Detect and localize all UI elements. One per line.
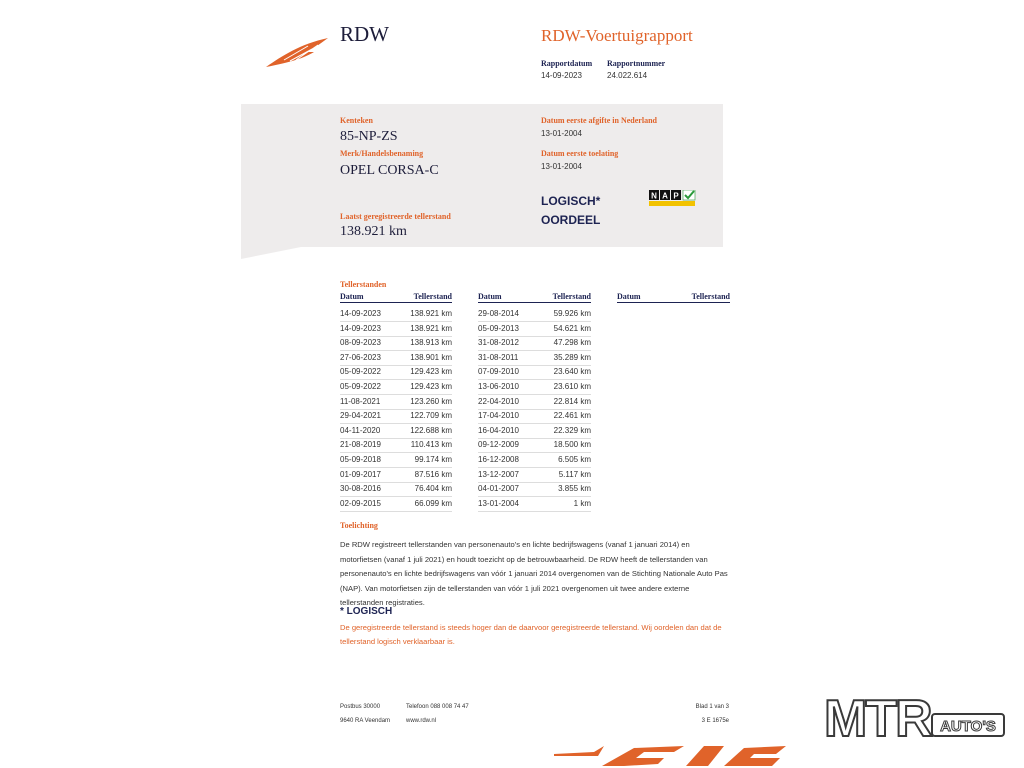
readings-header-1 xyxy=(340,292,452,303)
reading-value: 122.709 km xyxy=(410,411,452,421)
nap-letter-n: N xyxy=(651,191,657,201)
col-date-header: Datum xyxy=(340,292,364,301)
reading-value: 76.404 km xyxy=(414,484,452,494)
row-divider xyxy=(340,452,452,453)
reading-value: 47.298 km xyxy=(553,338,591,348)
decorative-stripes xyxy=(554,744,786,768)
reading-value: 22.461 km xyxy=(553,411,591,421)
reading-value: 138.921 km xyxy=(410,323,452,333)
panel-tail xyxy=(241,247,301,259)
row-divider xyxy=(478,511,591,512)
odometer-value: 138.921 km xyxy=(340,224,407,239)
watermark-text: MTR xyxy=(824,690,931,748)
verdict-line-1: LOGISCH* xyxy=(541,194,601,208)
verdict xyxy=(541,192,600,230)
row-divider xyxy=(340,350,452,351)
report-title: RDW-Voertuigrapport xyxy=(541,26,693,45)
logisch-heading: * LOGISCH xyxy=(340,606,393,617)
row-divider xyxy=(340,438,452,439)
row-divider xyxy=(340,482,452,483)
reading-value: 66.099 km xyxy=(414,498,452,508)
first-nl-label: Datum eerste afgifte in Nederland xyxy=(541,116,657,125)
reading-date: 29-08-2014 xyxy=(478,309,519,318)
row-divider xyxy=(478,452,591,453)
nap-letter-p: P xyxy=(673,191,679,201)
odometer-label: Laatst geregistreerde tellerstand xyxy=(340,212,451,221)
footer-postbus: Postbus 30000 xyxy=(340,704,381,710)
reading-date: 02-09-2015 xyxy=(340,498,381,508)
explanation-title: Toelichting xyxy=(340,521,378,530)
first-nl-value: 13-01-2004 xyxy=(541,129,582,138)
reading-value: 54.621 km xyxy=(553,323,591,333)
reading-value: 6.505 km xyxy=(558,455,591,464)
reading-value: 110.413 km xyxy=(410,440,452,450)
report-number-label: Rapportnummer xyxy=(607,59,666,68)
reading-value: 3.855 km xyxy=(558,484,591,494)
reading-date: 16-04-2010 xyxy=(478,425,519,435)
col-date-header: Datum xyxy=(478,292,502,301)
reading-date: 14-09-2023 xyxy=(340,309,381,318)
reading-date: 31-08-2011 xyxy=(478,352,519,362)
reading-date: 29-04-2021 xyxy=(340,411,381,421)
row-divider xyxy=(340,394,452,395)
reading-value: 138.921 km xyxy=(410,309,452,318)
plate-value: 85-NP-ZS xyxy=(340,129,398,144)
readings-title: Tellerstanden xyxy=(340,280,387,289)
watermark-sub: AUTO'S xyxy=(940,718,996,735)
make-value: OPEL CORSA-C xyxy=(340,163,439,178)
reading-value: 23.610 km xyxy=(553,382,591,391)
make-label: Merk/Handelsbenaming xyxy=(340,149,424,158)
col-reading-header: Tellerstand xyxy=(691,292,730,301)
reading-date: 21-08-2019 xyxy=(340,440,381,450)
row-divider xyxy=(340,467,452,468)
reading-value: 23.640 km xyxy=(553,367,591,377)
reading-date: 04-01-2007 xyxy=(478,484,519,494)
first-admission-label: Datum eerste toelating xyxy=(541,149,619,158)
reading-date: 09-12-2009 xyxy=(478,440,519,450)
row-divider xyxy=(478,379,591,380)
footer-city: 9640 RA Veendam xyxy=(340,718,391,724)
reading-value: 22.814 km xyxy=(553,396,591,406)
report-date: 14-09-2023 xyxy=(541,71,582,80)
footer-web: www.rdw.nl xyxy=(406,718,437,724)
logisch-text: De geregistreerde tellerstand is steeds hoger dan de daarvoor geregistreerde tellerstand. Wij oordelen dan dat de tellerstand logisch verklaarbaar is. xyxy=(340,623,722,646)
reading-value: 138.901 km xyxy=(410,352,452,362)
row-divider xyxy=(340,321,452,322)
row-divider xyxy=(478,438,591,439)
reading-value: 129.423 km xyxy=(410,382,452,391)
reading-date: 05-09-2022 xyxy=(340,367,381,377)
reading-date: 13-01-2004 xyxy=(478,498,519,508)
plate-label: Kenteken xyxy=(340,116,373,125)
reading-value: 5.117 km xyxy=(558,469,591,479)
footer-phone: Telefoon 088 008 74 47 xyxy=(406,704,469,710)
reading-value: 22.329 km xyxy=(553,425,591,435)
reading-date: 08-09-2023 xyxy=(340,338,381,348)
reading-value: 1 km xyxy=(573,498,591,508)
row-divider xyxy=(478,350,591,351)
reading-date: 04-11-2020 xyxy=(340,425,381,435)
explanation-text: De RDW registreert tellerstanden van personenauto's en lichte bedrijfswagens (vanaf 1 januari 2014) en motorfietsen (vanaf 1 juli 2021) en houdt toezicht op de betrouwbaarheid. De RDW heeft de tellerstanden van personenauto's en lichte bedrijfswagens van vóór 1 januari 2014 overgenomen van de Stichting Nationale Auto Pas (NAP). Van motorfietsen zijn de tellerstanden van vóór 1 juli 2021 overgenomen uit twee andere externe tellerstanden registraties. xyxy=(340,540,728,607)
reading-date: 17-04-2010 xyxy=(478,411,519,421)
reading-date: 16-12-2008 xyxy=(478,455,519,464)
row-divider xyxy=(478,482,591,483)
row-divider xyxy=(478,496,591,497)
vehicle-info-panel xyxy=(241,104,723,247)
row-divider xyxy=(478,409,591,410)
row-divider xyxy=(340,379,452,380)
reading-date: 11-08-2021 xyxy=(340,396,381,406)
row-divider xyxy=(340,365,452,366)
reading-date: 05-09-2013 xyxy=(478,323,519,333)
reading-date: 27-06-2023 xyxy=(340,352,381,362)
reading-value: 129.423 km xyxy=(410,367,452,377)
row-divider xyxy=(478,423,591,424)
reading-date: 07-09-2010 xyxy=(478,367,519,377)
row-divider xyxy=(478,365,591,366)
reading-date: 31-08-2012 xyxy=(478,338,519,348)
reading-value: 99.174 km xyxy=(414,455,452,464)
footer-page: Blad 1 van 3 xyxy=(695,704,729,710)
row-divider xyxy=(340,409,452,410)
readings-header-3 xyxy=(617,292,730,303)
row-divider xyxy=(478,394,591,395)
reading-value: 59.926 km xyxy=(553,309,591,318)
mtr-watermark-logo xyxy=(820,684,1006,752)
reading-value: 122.688 km xyxy=(410,425,452,435)
nap-logo xyxy=(649,190,697,208)
reading-value: 123.260 km xyxy=(410,396,452,406)
col-reading-header: Tellerstand xyxy=(552,292,591,301)
row-divider xyxy=(478,321,591,322)
row-divider xyxy=(340,511,452,512)
row-divider xyxy=(340,423,452,424)
reading-date: 13-06-2010 xyxy=(478,382,519,391)
row-divider xyxy=(340,496,452,497)
reading-date: 14-09-2023 xyxy=(340,323,381,333)
reading-value: 18.500 km xyxy=(553,440,591,450)
reading-date: 30-08-2016 xyxy=(340,484,381,494)
reading-date: 13-12-2007 xyxy=(478,469,519,479)
col-reading-header: Tellerstand xyxy=(413,292,452,301)
col-date-header: Datum xyxy=(617,292,641,301)
row-divider xyxy=(478,336,591,337)
row-divider xyxy=(478,467,591,468)
report-date-label: Rapportdatum xyxy=(541,59,593,68)
footer-code: 3 E 1675e xyxy=(701,718,729,724)
reading-date: 01-09-2017 xyxy=(340,469,381,479)
rdw-logo-icon xyxy=(264,34,330,70)
row-divider xyxy=(340,336,452,337)
nap-letter-a: A xyxy=(662,191,668,201)
reading-date: 05-09-2022 xyxy=(340,382,381,391)
reading-value: 35.289 km xyxy=(553,352,591,362)
readings-header-2 xyxy=(478,292,591,303)
reading-value: 138.913 km xyxy=(410,338,452,348)
reading-value: 87.516 km xyxy=(414,469,452,479)
first-admission-value: 13-01-2004 xyxy=(541,162,582,171)
reading-date: 05-09-2018 xyxy=(340,455,381,464)
report-number: 24.022.614 xyxy=(607,71,648,80)
brand-name: RDW xyxy=(340,22,389,46)
verdict-line-2: OORDEEL xyxy=(541,213,601,227)
reading-date: 22-04-2010 xyxy=(478,396,519,406)
